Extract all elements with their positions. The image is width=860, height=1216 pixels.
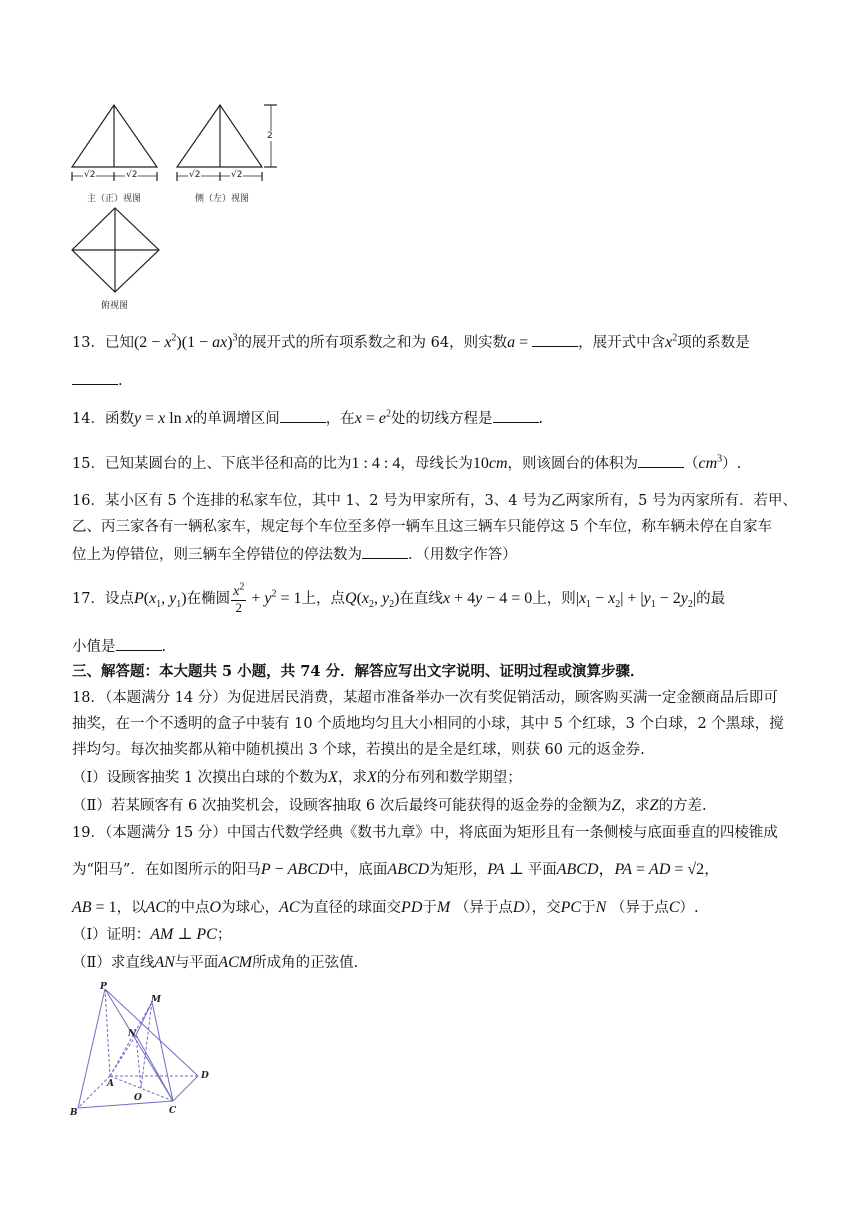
q17-end: . bbox=[161, 639, 167, 655]
q19-plane: ABCD，PA = AD = √2 bbox=[556, 861, 705, 878]
q19-text: 于 bbox=[422, 900, 437, 916]
q14-text-3: 处的切线方程是 bbox=[391, 411, 493, 427]
question-17-cont bbox=[72, 638, 166, 655]
q15-text-3: （ bbox=[684, 456, 699, 472]
q17-text-5: 的最 bbox=[696, 590, 726, 607]
question-18-line-1: 18．（本题满分 14 分）为促进居民消费，某超市准备举办一次有奖促销活动，顾客购买满一定金额商品后即可 bbox=[72, 690, 778, 706]
vertex-p-label: P bbox=[100, 982, 107, 992]
question-13 bbox=[72, 334, 750, 351]
q17-text-2: 上，点 bbox=[301, 590, 345, 607]
q19-p1-text: （Ⅰ）证明： bbox=[72, 927, 151, 943]
answer-blank[interactable] bbox=[72, 372, 118, 385]
var-x: X bbox=[366, 769, 377, 786]
question-19-line-3 bbox=[72, 900, 699, 916]
section-3-header: 三、解答题：本大题共 5 小题，共 74 分．解答应写出文字说明、证明过程或演算步骤． bbox=[72, 663, 645, 680]
vertex-n-label: N bbox=[128, 1029, 137, 1039]
q19-text: ，以 bbox=[116, 900, 146, 916]
seg-ac: AC bbox=[279, 899, 300, 916]
q13-text-2: ，展开式中含 bbox=[578, 335, 666, 351]
point-n: N bbox=[595, 899, 607, 916]
q19-text: 平面 bbox=[527, 862, 557, 878]
seg-pd: PD bbox=[401, 899, 423, 916]
q17-expression: $|x_1 - x_2| + |y_1 - 2y_2|$ bbox=[575, 589, 697, 611]
pyramid-figure bbox=[68, 980, 218, 1120]
question-18-line-2: 抽奖，在一个不透明的盒子中装有 10 个质地均匀且大小相同的小球，其中 5 个红球，3 个白球，2 个黑球，搅 bbox=[72, 716, 784, 732]
sqrt2-label-2: √2 bbox=[126, 170, 138, 180]
question-16-line-3 bbox=[72, 546, 517, 563]
q17-ellipse: $\frac{x^2}{2}$ + $y^2 = 1$ bbox=[233, 581, 302, 615]
three-view-figure bbox=[62, 95, 292, 320]
vertex-a-label: A bbox=[107, 1079, 114, 1089]
q16-text-a: 位上为停错位，则三辆车全停错位的停法数为 bbox=[72, 547, 362, 563]
answer-blank[interactable] bbox=[116, 638, 162, 651]
q19-base: ABCD bbox=[387, 861, 430, 878]
answer-blank[interactable] bbox=[493, 410, 539, 423]
q18-p2-text-b: ，求 bbox=[620, 798, 650, 814]
q13-end: . bbox=[118, 373, 123, 389]
q19-text: 为“阳马”．在如图所示的阳马 bbox=[72, 862, 261, 878]
q17-line-eq: x + 4y − 4 = 0 bbox=[442, 589, 533, 607]
question-19-part-1: （Ⅰ）证明：AM ⊥ PC； bbox=[72, 926, 232, 943]
question-19-line-2: 为“阳马”．在如图所示的阳马P − ABCD中，底面ABCD为矩形，PA ⊥ 平面ABCD，PA = AD = √2， bbox=[72, 861, 719, 878]
q19-text: 中，底面 bbox=[329, 862, 388, 878]
q13-text-3: 项的系数是 bbox=[677, 335, 750, 351]
q19-text: （异于点 bbox=[610, 900, 669, 916]
sqrt2-label-3: √2 bbox=[189, 170, 201, 180]
q13-x2: $x^2$ bbox=[665, 332, 678, 351]
q13-number: 13．已知 bbox=[72, 335, 134, 351]
q17-point-p: $P(x_1$, $y_1$) bbox=[133, 589, 187, 611]
q19-text: 为直径的球面交 bbox=[299, 900, 402, 916]
q14-point: $x = e^2$ bbox=[354, 408, 392, 427]
answer-blank[interactable] bbox=[638, 455, 684, 468]
vertex-o-label: O bbox=[134, 1093, 142, 1103]
q17-text-1: 在椭圆 bbox=[186, 590, 231, 607]
q18-p2-text-a: （Ⅱ）若某顾客有 6 次抽奖机会，设顾客抽取 6 次后最终可能获得的返金券的金额为 bbox=[72, 798, 612, 814]
q17-point-q: $Q(x_2$, $y_2$) bbox=[345, 589, 400, 611]
q19-text: ）. bbox=[679, 900, 699, 916]
top-view bbox=[72, 208, 159, 292]
q13-text-1: 的展开式的所有项系数之和为 64，则实数 bbox=[237, 335, 508, 351]
q15-length: 10 bbox=[472, 455, 489, 472]
q15-unit-cube: $cm^3$ bbox=[698, 453, 723, 472]
question-18-part-2 bbox=[72, 798, 707, 814]
vertex-m-label: M bbox=[151, 995, 161, 1005]
point-m: M bbox=[436, 899, 451, 916]
top-view-label: 俯视图 bbox=[101, 301, 129, 311]
front-view-label: 主（正）视图 bbox=[87, 194, 142, 204]
q15-text-2: ，则该圆台的体积为 bbox=[507, 456, 638, 472]
question-13-cont bbox=[72, 372, 123, 389]
q14-number: 14．函数 bbox=[72, 411, 134, 427]
q14-function: y = x ln x bbox=[133, 410, 193, 427]
q15-unit: cm bbox=[488, 455, 508, 472]
side-view-label: 侧（左）视图 bbox=[195, 194, 250, 204]
question-19-line-1: 19．（本题满分 15 分）中国古代数学经典《数书九章》中，将底面为矩形且有一条侧棱与底面垂直的四棱锥成 bbox=[72, 825, 778, 841]
answer-blank[interactable] bbox=[532, 334, 578, 347]
q18-p2-text-c: 的方差. bbox=[658, 798, 707, 814]
q19-p2-text: 与平面 bbox=[174, 955, 219, 971]
question-17 bbox=[72, 581, 726, 615]
question-18-line-3: 拌均匀。每次抽奖都从箱中随机摸出 3 个球，若摸出的是全是红球，则获 60 元的返金券. bbox=[72, 742, 645, 758]
point-o: O bbox=[209, 899, 222, 916]
q19-text: 的中点 bbox=[166, 900, 210, 916]
q19-text: （异于点 bbox=[454, 900, 513, 916]
q19-text: 为矩形， bbox=[429, 862, 488, 878]
q17-number: 17．设点 bbox=[72, 590, 134, 607]
vertex-c-label: C bbox=[169, 1106, 177, 1116]
q15-number: 15．已知某圆台的上、下底半径和高的比为 bbox=[72, 456, 352, 472]
vertex-b-label: B bbox=[70, 1108, 78, 1118]
q18-p1-text-a: （Ⅰ）设顾客抽奖 1 次摸出白球的个数为 bbox=[72, 770, 329, 786]
q19-text: 为球心， bbox=[221, 900, 280, 916]
point-d: D bbox=[512, 899, 525, 916]
q14-text-2: ，在 bbox=[325, 411, 355, 427]
question-16-line-2: 乙、丙三家各有一辆私家车，规定每个车位至多停一辆车且这三辆车只能停这 5 个车位，称车辆未停在自家车 bbox=[72, 519, 772, 535]
var-x: X bbox=[328, 769, 338, 786]
answer-blank[interactable] bbox=[280, 410, 326, 423]
q17-text-3: 在直线 bbox=[399, 590, 443, 607]
point-c: C bbox=[668, 899, 680, 916]
q19-p2-text: 所成角的正弦值. bbox=[252, 955, 359, 971]
q19-text: 于 bbox=[581, 900, 596, 916]
q17-text-6: 小值是 bbox=[72, 639, 116, 655]
q13-var-a: a = bbox=[507, 334, 533, 351]
seg-pc: PC bbox=[560, 899, 582, 916]
question-19-part-2 bbox=[72, 955, 358, 971]
sqrt2-label-1: √2 bbox=[84, 170, 96, 180]
q14-text-1: 的单调增区间 bbox=[192, 411, 280, 427]
question-16-line-1: 16．某小区有 5 个连排的私家车位，其中 1、2 号为甲家所有，3、4 号为乙两家所有，5 号为丙家所有．若甲、 bbox=[72, 493, 797, 509]
q18-p1-text-b: ，求 bbox=[337, 770, 367, 786]
q19-p2-text: （Ⅱ）求直线 bbox=[72, 955, 155, 971]
q14-end: . bbox=[538, 411, 544, 427]
var-z: Z bbox=[649, 797, 659, 814]
vertex-d-label: D bbox=[201, 1071, 209, 1081]
q19-perp: PA ⊥ bbox=[487, 861, 528, 878]
seg-ac: AC bbox=[145, 899, 167, 916]
q15-ratio: 1 : 4 : 4 bbox=[351, 455, 401, 472]
seg-an: AN bbox=[154, 954, 175, 971]
q19-p1-expr: AM ⊥ PC bbox=[150, 926, 217, 943]
q18-p1-text-c: 的分布列和数学期望； bbox=[376, 770, 522, 786]
q19-ab: AB = 1 bbox=[72, 899, 117, 916]
q13-expression: $(2 - x^2)(1 - ax)^3$ bbox=[133, 332, 238, 351]
question-15 bbox=[72, 455, 741, 472]
q19-text: ），交 bbox=[524, 900, 561, 916]
question-18-part-1 bbox=[72, 770, 522, 786]
q15-text-1: ，母线长为 bbox=[400, 456, 473, 472]
question-14 bbox=[72, 410, 543, 427]
var-z: Z bbox=[611, 797, 621, 814]
sqrt2-label-4: √2 bbox=[231, 170, 243, 180]
height-label: 2 bbox=[267, 131, 273, 141]
q16-text-b: ．（用数字作答） bbox=[408, 547, 517, 563]
q15-text-4: ）. bbox=[722, 456, 742, 472]
q19-pyramid: P − ABCD bbox=[260, 861, 330, 878]
q17-text-4: 上，则 bbox=[532, 590, 576, 607]
answer-blank[interactable] bbox=[362, 546, 408, 559]
plane-acm: ACM bbox=[218, 954, 253, 971]
